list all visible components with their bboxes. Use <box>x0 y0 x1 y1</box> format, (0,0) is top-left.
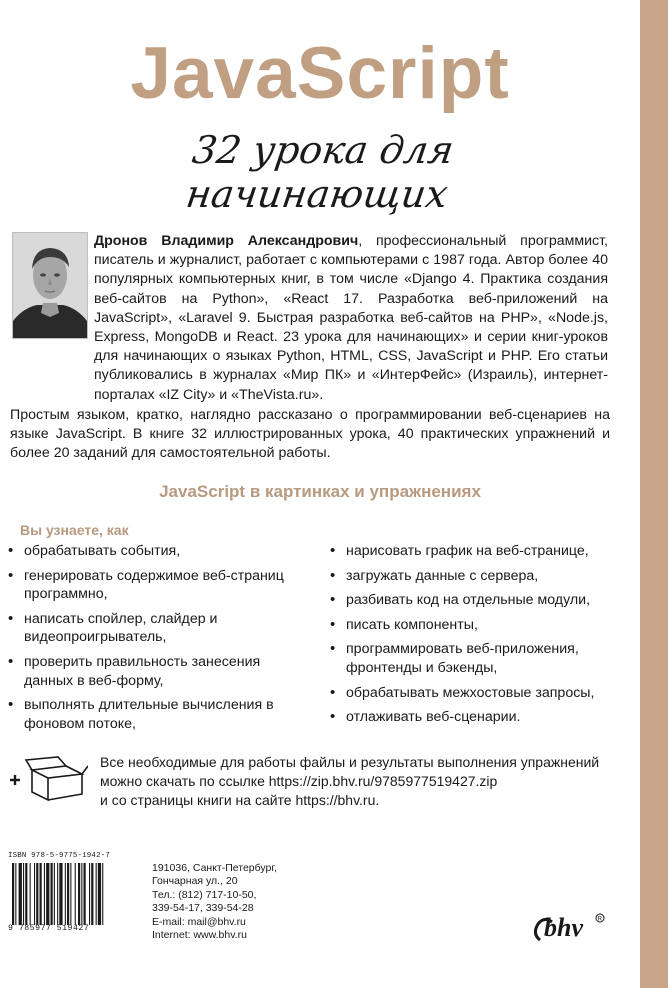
book-title: JavaScript <box>130 33 510 114</box>
barcode-digits: 9 785977 519427 <box>8 924 90 933</box>
list-item-text: обрабатывать события, <box>24 543 181 559</box>
svg-text:bhv: bhv <box>544 913 583 942</box>
address-line: 339-54-17, 339-54-28 <box>152 902 254 915</box>
list-item-text: генерировать содержимое веб-страниц программно, <box>24 567 284 603</box>
address-line: Тел.: (812) 717-10-50, <box>152 888 257 901</box>
list-item <box>330 567 620 586</box>
publisher-address <box>152 862 277 942</box>
list-item <box>8 542 308 561</box>
spine-stripe <box>640 0 668 988</box>
download-line-1: Все необходимые для работы файлы и результаты выполнения упражнений <box>100 754 600 770</box>
author-bio-text: , профессиональный программист, писатель и журналист, работает с компьютерами с 1987 года. Автор более 40 популярных компьютерных книг, в том числе «Django 4. Практика создания веб-сайтов на Python», «React 17. Разработка веб-приложений на JavaScript», «Laravel 9. Быстрая разработка веб-сайтов на PHP», «Node.js, Express, MongoDB и React. 23 урока для начинающих» и серии книг-уроков для начинающих о языках Python, HTML, CSS, JavaScript и PHP. Его статьи публиковались в журналах «Мир ПК» и «ИнтерФейс» (Израиль), интернет-порталах «IZ City» и «TheVista.ru». <box>94 233 608 403</box>
list-item-text: разбивать код на отдельные модули, <box>346 592 591 609</box>
list-item <box>330 640 620 677</box>
address-line: 191036, Санкт-Петербург, <box>152 862 277 874</box>
list-item <box>8 610 308 647</box>
author-name: Дронов Владимир Александрович <box>94 233 359 249</box>
address-line: E-mail: mail@bhv.ru <box>152 915 246 928</box>
list-item <box>8 567 308 604</box>
svg-text:R: R <box>597 916 602 923</box>
bullet-icon: • <box>330 566 336 584</box>
list-item <box>330 616 620 635</box>
bullet-icon: • <box>330 542 336 559</box>
address-line: Internet: www.bhv.ru <box>152 929 247 942</box>
barcode-icon <box>8 863 130 925</box>
section-heading: JavaScript в картинках и упражнениях <box>159 482 481 501</box>
list-item-text: нарисовать график на веб-странице, <box>346 543 589 559</box>
list-item-text: писать компоненты, <box>346 616 478 633</box>
list-item <box>8 653 308 690</box>
learn-list-right <box>330 542 620 733</box>
bullet-icon: • <box>8 566 14 584</box>
list-item-text: выполнять длительные вычисления в фоновом потоке, <box>24 697 274 732</box>
bullet-icon: • <box>8 652 14 670</box>
author-photo <box>12 232 88 339</box>
bullet-icon: • <box>330 708 336 726</box>
address-line: Гончарная ул., 20 <box>152 875 238 888</box>
list-item-text: обрабатывать межхостовые запросы, <box>346 684 595 701</box>
download-line-3: и со страницы книги на сайте https://bhv.ru. <box>100 792 380 808</box>
download-line-2: можно скачать по ссылке https://zip.bhv.ru/9785977519427.zip <box>100 773 498 789</box>
bullet-icon: • <box>8 542 14 559</box>
isbn-barcode <box>8 852 130 942</box>
bullet-icon: • <box>330 591 336 609</box>
list-item <box>330 684 620 703</box>
list-item <box>330 542 620 561</box>
bullet-icon: • <box>8 609 14 627</box>
author-portrait-icon <box>13 233 87 338</box>
book-subtitle: 32 урока для начинающих <box>183 128 457 216</box>
list-item-text: проверить правильность занесения данных в веб-форму, <box>24 653 261 689</box>
list-item-text: загружать данные с сервера, <box>346 567 539 584</box>
learn-list-left <box>8 542 308 739</box>
learn-label: Вы узнаете, как <box>20 522 129 538</box>
plus-open-box-icon <box>8 756 88 802</box>
isbn-text: ISBN 978-5-9775-1942-7 <box>8 852 110 860</box>
author-bio <box>94 232 608 405</box>
bullet-icon: • <box>330 640 336 658</box>
bullet-icon: • <box>330 683 336 701</box>
list-item <box>8 696 308 733</box>
bullet-icon: • <box>8 696 14 714</box>
list-item-text: программировать веб-приложения, фронтенды и бэкенды, <box>346 641 579 676</box>
list-item <box>330 708 620 727</box>
list-item-text: написать спойлер, слайдер и видеопроигрыватель, <box>24 610 218 646</box>
bullet-icon: • <box>330 615 336 633</box>
list-item-text: отлаживать веб-сценарии. <box>346 709 521 726</box>
book-description: Простым языком, кратко, наглядно рассказано о программировании веб-сценариев на языке JavaScript. В книге 32 иллюстрированных урока, 40 практических упражнений и более 20 заданий для самостоятельной работы. <box>10 407 610 462</box>
list-item <box>330 591 620 610</box>
download-info <box>100 753 620 810</box>
bhv-logo-icon <box>530 904 606 948</box>
